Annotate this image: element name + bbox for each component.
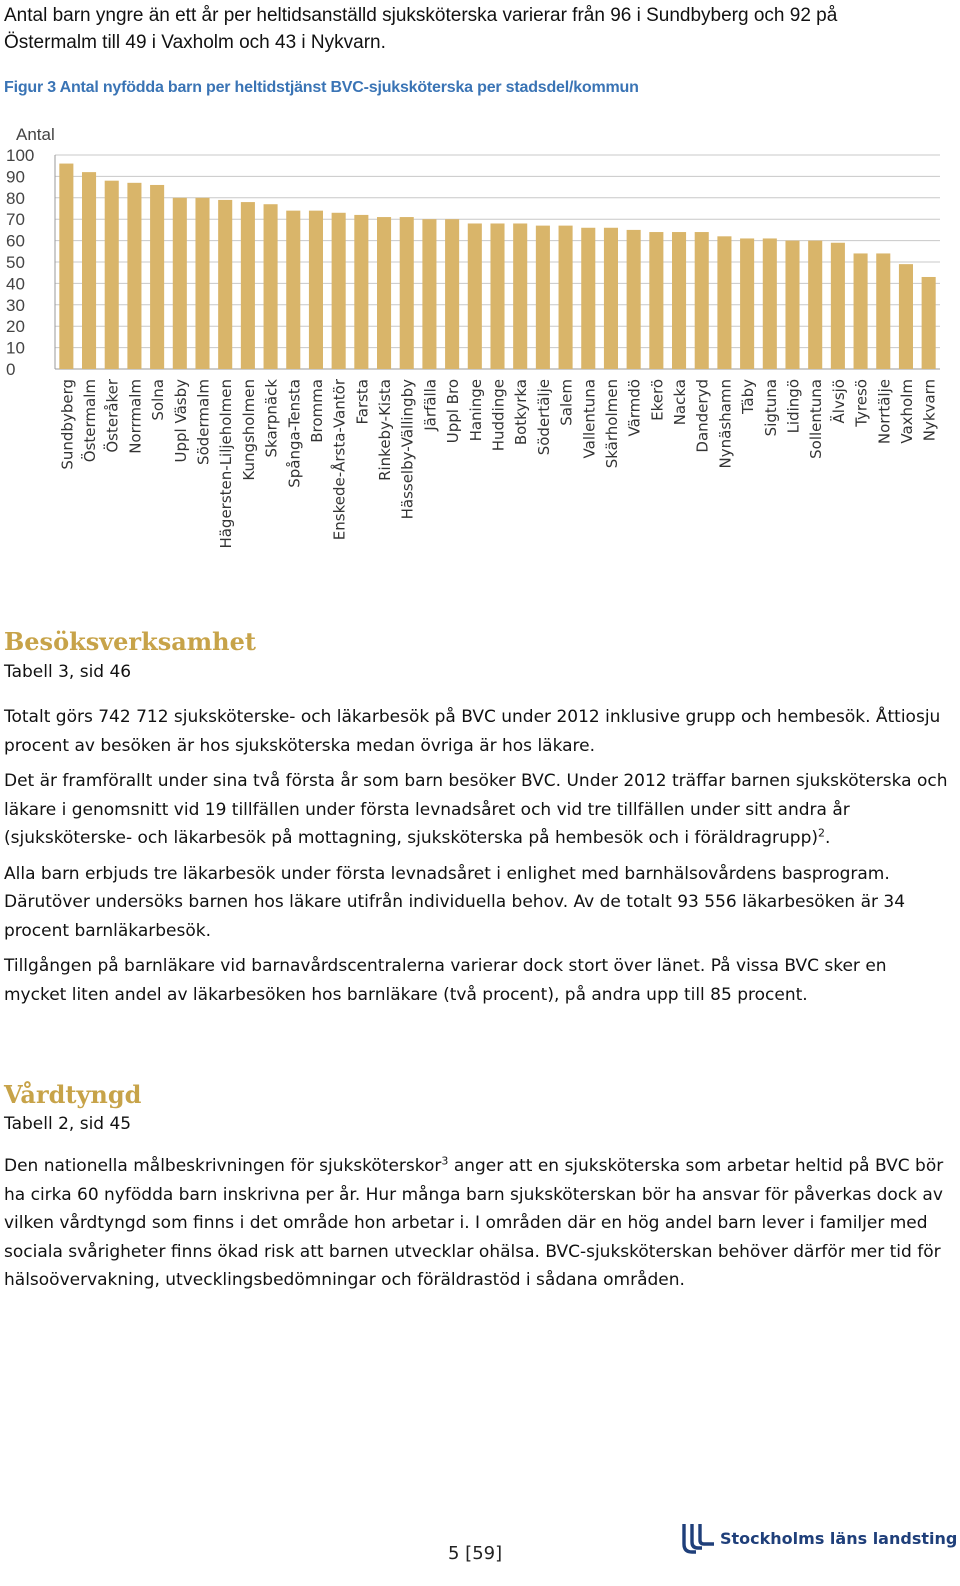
bar bbox=[218, 200, 232, 369]
bar bbox=[173, 198, 187, 369]
x-tick-label: Sundbyberg bbox=[58, 379, 77, 470]
paragraph-text: Det är framförallt under sina två första år som barn besöker BVC. Under 2012 träffar barnen sjuksköterska och läkare i genomsnitt vid 19 tillfällen under första levnadsåret och vid tre tillfällen under sitt andra år (sjuksköterske- och läkarbesök på mottagning, sjuksköterska på hembesök och i föräldragrupp) bbox=[4, 771, 948, 848]
y-tick-label: 60 bbox=[6, 231, 25, 251]
bar-chart bbox=[0, 115, 960, 575]
footnote-ref: 3 bbox=[441, 1154, 449, 1168]
bar bbox=[740, 238, 754, 369]
bar bbox=[581, 228, 595, 369]
logo-text: Stockholms läns landsting bbox=[720, 1528, 958, 1548]
x-tick-label: Österåker bbox=[103, 379, 122, 453]
chart-bars bbox=[59, 164, 935, 369]
paragraph: Tillgången på barnläkare vid barnavårdscentralerna varierar dock stort över länet. På vissa BVC sker en mycket liten andel av läkarbesöken hos barnläkare (två procent), på andra upp till 85 procent. bbox=[4, 956, 887, 1005]
x-tick-label: Bromma bbox=[307, 379, 326, 443]
bar bbox=[59, 164, 73, 369]
y-tick-label: 40 bbox=[6, 274, 25, 294]
intro-line-2: Östermalm till 49 i Vaxholm och 43 i Nykvarn. bbox=[4, 32, 386, 53]
bar bbox=[785, 241, 799, 369]
y-tick-label: 0 bbox=[6, 360, 16, 379]
x-tick-label: Norrmalm bbox=[126, 379, 145, 454]
y-tick-label: 100 bbox=[6, 146, 35, 165]
paragraph: Alla barn erbjuds tre läkarbesök under första levnadsåret i enlighet med barnhälsovårdens basprogram. Därutöver undersöks barnen hos läkare utifrån individuella behov. Av de totalt 93 556 läkarbesöken är 34 procent barnläkarbesök. bbox=[4, 863, 906, 941]
bar bbox=[241, 202, 255, 369]
bar bbox=[354, 215, 368, 369]
bar bbox=[513, 223, 527, 369]
x-tick-label: Salem bbox=[557, 379, 576, 426]
x-tick-label: Botkyrka bbox=[512, 379, 531, 446]
bar bbox=[808, 241, 822, 369]
x-tick-label: Sollentuna bbox=[807, 379, 826, 459]
x-tick-label: Nykvarn bbox=[920, 379, 939, 442]
y-tick-label: 20 bbox=[6, 317, 25, 337]
bar bbox=[672, 232, 686, 369]
page-number: 5 [59] bbox=[448, 1543, 503, 1564]
section-heading-vardtyngd: Vårdtyngd bbox=[4, 1080, 142, 1109]
bar bbox=[400, 217, 414, 369]
x-tick-label: Kungsholmen bbox=[239, 379, 258, 481]
table-ref-vardtyngd: Tabell 2, sid 45 bbox=[4, 1114, 132, 1134]
bar bbox=[286, 211, 300, 369]
x-tick-label: Hägersten-Liljeholmen bbox=[217, 379, 236, 549]
x-tick-label: Skärholmen bbox=[602, 379, 621, 469]
x-tick-label: Danderyd bbox=[693, 379, 712, 453]
x-tick-label: Skarpnäck bbox=[262, 379, 281, 458]
y-tick-label: 90 bbox=[6, 167, 25, 187]
bar bbox=[922, 277, 936, 369]
chart-y-ticks bbox=[6, 146, 34, 379]
x-tick-label: Ekerö bbox=[648, 379, 667, 421]
x-tick-label: Enskede-Årsta-Vantör bbox=[330, 379, 349, 541]
bar bbox=[854, 253, 868, 369]
bar bbox=[127, 183, 141, 369]
x-tick-label: Järfälla bbox=[421, 379, 440, 431]
section-heading-besok: Besöksverksamhet bbox=[4, 627, 256, 656]
x-tick-label: Vaxholm bbox=[897, 379, 916, 444]
x-tick-label: Uppl Väsby bbox=[171, 379, 190, 463]
intro-line-1: Antal barn yngre än ett år per heltidsanställd sjuksköterska varierar från 96 i Sundbyberg och 92 på bbox=[4, 5, 838, 26]
bar bbox=[332, 213, 346, 369]
sll-logo bbox=[680, 1522, 957, 1554]
intro-text bbox=[4, 2, 954, 56]
chart-x-labels bbox=[58, 378, 938, 548]
y-tick-label: 70 bbox=[6, 210, 25, 230]
bar bbox=[82, 172, 96, 369]
x-tick-label: Älvsjö bbox=[829, 379, 848, 424]
bar bbox=[490, 223, 504, 369]
paragraph bbox=[4, 1152, 954, 1295]
x-tick-label: Norrtälje bbox=[875, 379, 894, 445]
figure-caption: Figur 3 Antal nyfödda barn per heltidstjänst BVC-sjuksköterska per stadsdel/kommun bbox=[4, 79, 639, 96]
bar bbox=[763, 238, 777, 369]
table-ref-besok: Tabell 3, sid 46 bbox=[4, 662, 132, 682]
besok-body bbox=[4, 703, 954, 1009]
y-tick-label: 50 bbox=[6, 253, 25, 272]
bar bbox=[309, 211, 323, 369]
footnote-ref: 2 bbox=[818, 826, 826, 840]
x-tick-label: Huddinge bbox=[489, 379, 508, 452]
x-tick-label: Lidingö bbox=[784, 379, 803, 434]
x-tick-label: Nacka bbox=[671, 379, 690, 426]
x-tick-label: Värmdö bbox=[625, 379, 644, 437]
x-tick-label: Östermalm bbox=[81, 379, 100, 463]
x-tick-label: Hässelby-Vällingby bbox=[398, 379, 417, 520]
x-tick-label: Rinkeby-Kista bbox=[376, 379, 395, 481]
bar bbox=[195, 198, 209, 369]
x-tick-label: Haninge bbox=[466, 379, 485, 442]
y-tick-label: 80 bbox=[6, 188, 25, 208]
paragraph-text: . bbox=[825, 828, 831, 848]
bar bbox=[264, 204, 278, 369]
bar bbox=[559, 226, 573, 369]
x-tick-label: Sigtuna bbox=[761, 379, 780, 437]
bar bbox=[649, 232, 663, 369]
bar bbox=[468, 223, 482, 369]
bar bbox=[899, 264, 913, 369]
bar bbox=[536, 226, 550, 369]
x-tick-label: Tyresö bbox=[852, 379, 871, 427]
x-tick-label: Spånga-Tensta bbox=[285, 379, 304, 488]
x-tick-label: Södertälje bbox=[534, 379, 553, 456]
bar bbox=[105, 181, 119, 369]
paragraph-text: anger att en sjuksköterska som arbetar heltid på BVC bör ha cirka 60 nyfödda barn inskrivna per år. Hur många barn sjuksköterskan bör ha ansvar för påverkas dock av vilken vårdtyngd som finns i det område hon arbetar i. I områden där en hög andel barn lever i familjer med sociala svårigheter finns ökad risk att barnen utvecklar ohälsa. BVC-sjuksköterskan behöver därför mer tid för hälsoövervakning, utvecklingsbedömningar och föräldrastöd i sådana områden. bbox=[4, 1156, 944, 1290]
y-tick-label: 30 bbox=[6, 295, 25, 315]
bar bbox=[422, 219, 436, 369]
vardtyngd-body bbox=[4, 1152, 954, 1295]
bar bbox=[717, 236, 731, 369]
x-tick-label: Farsta bbox=[353, 379, 372, 425]
x-tick-label: Solna bbox=[149, 379, 168, 421]
paragraph-text: Den nationella målbeskrivningen för sjuksköterskor bbox=[4, 1156, 442, 1176]
bar bbox=[831, 243, 845, 369]
paragraph: Totalt görs 742 712 sjuksköterske- och läkarbesök på BVC under 2012 inklusive grupp och hembesök. Åttiosju procent av besöken är hos sjuksköterska medan övriga är hos läkare. bbox=[4, 707, 941, 756]
bar bbox=[627, 230, 641, 369]
sll-logo-icon bbox=[680, 1522, 716, 1554]
paragraph bbox=[4, 767, 954, 853]
chart-y-label: Antal bbox=[16, 125, 55, 144]
bar bbox=[445, 219, 459, 369]
bar bbox=[377, 217, 391, 369]
bar bbox=[604, 228, 618, 369]
bar bbox=[876, 253, 890, 369]
y-tick-label: 10 bbox=[6, 338, 25, 358]
bar bbox=[695, 232, 709, 369]
x-tick-label: Nynäshamn bbox=[716, 379, 735, 469]
x-tick-label: Vallentuna bbox=[580, 379, 599, 459]
bar bbox=[150, 185, 164, 369]
x-tick-label: Täby bbox=[739, 379, 758, 415]
x-tick-label: Uppl Bro bbox=[444, 378, 463, 444]
x-tick-label: Södermalm bbox=[194, 379, 213, 465]
